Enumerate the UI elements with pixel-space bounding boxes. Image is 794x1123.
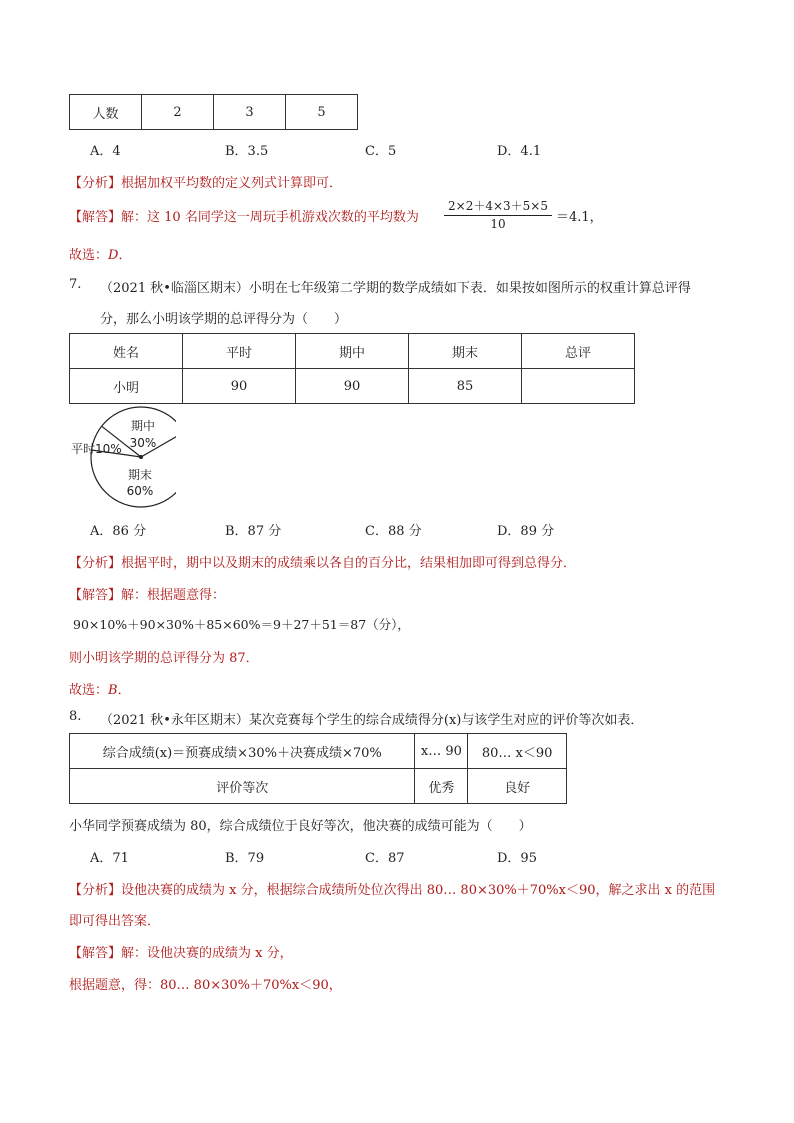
- answer-text: 解：根据题意得：: [121, 588, 226, 603]
- q7-calculation: 90×10%＋90×30%＋85×60%＝9＋27＋51＝87（分），: [73, 617, 410, 632]
- q7-option-a: A．86 分: [90, 524, 147, 539]
- analysis-tag: 【分析】: [69, 883, 122, 898]
- q8-range-cell: x… 90: [415, 734, 468, 769]
- answer-tag: 【解答】: [69, 210, 122, 225]
- q7-row-cell: 90: [183, 369, 296, 404]
- q8-level-cell: 评价等次: [70, 769, 415, 804]
- q6-table-cell: 5: [285, 95, 357, 130]
- q7-header-cell: 姓名: [70, 334, 183, 369]
- pie-label-pingshi: 平时10%: [71, 442, 122, 456]
- analysis-text: 根据加权平均数的定义列式计算即可．: [121, 176, 343, 191]
- q6-answer: [69, 206, 419, 225]
- q7-row-cell: 90: [296, 369, 409, 404]
- fraction-denominator: 10: [490, 217, 506, 231]
- q8-level-cell: 良好: [468, 769, 567, 804]
- q6-table-cell: 3: [214, 95, 286, 130]
- pie-center: [139, 455, 143, 459]
- q8-analysis-line2: 即可得出答案．: [69, 914, 161, 929]
- analysis-text: 根据平时，期中以及期末的成绩乘以各自的百分比，结果相加即可得到总得分．: [121, 556, 577, 571]
- q7-answer: [69, 584, 225, 603]
- q7-option-d: D．89 分: [497, 524, 555, 539]
- q6-option-a: A．4: [90, 144, 121, 159]
- q7-header-cell: 总评: [522, 334, 635, 369]
- q8-answer: [69, 942, 293, 961]
- q7-header-cell: 期中: [296, 334, 409, 369]
- answer-text: 解：设他决赛的成绩为 x 分，: [121, 946, 293, 961]
- q6-analysis: [69, 172, 342, 191]
- q6-option-d: D．4.1: [497, 144, 542, 159]
- analysis-tag: 【分析】: [69, 176, 122, 191]
- q6-fraction: [444, 197, 552, 231]
- q7-option-c: C．88 分: [365, 524, 422, 539]
- q8-option-a: A．71: [90, 851, 129, 866]
- q7-analysis: [69, 552, 576, 571]
- answer-tag: 【解答】: [69, 588, 122, 603]
- q7-header-cell: 期末: [409, 334, 522, 369]
- q6-choose: 故选：D．: [69, 248, 132, 263]
- q8-level-cell: 优秀: [415, 769, 468, 804]
- q7-conclusion: 则小明该学期的总评得分为 87．: [69, 651, 259, 666]
- q6-table-cell: 2: [142, 95, 214, 130]
- q7-row-cell: 小明: [70, 369, 183, 404]
- q8-stem-line1: （2021 秋•永年区期末）某次竞赛每个学生的综合成绩得分(x)与该学生对应的评价等次如表．: [100, 713, 644, 728]
- q6-fraction-result: ＝4.1，: [556, 210, 603, 225]
- q8-question: 小华同学预赛成绩为 80，综合成绩位于良好等次，他决赛的成绩可能为（ ）: [69, 819, 532, 834]
- fraction-numerator: 2×2＋4×3＋5×5: [448, 199, 548, 213]
- q8-answer-line2: 根据题意，得：80… 80×30%＋70%x＜90，: [69, 978, 342, 993]
- q6-option-c: C．5: [365, 144, 397, 159]
- pie-label-qimo: 期末: [127, 468, 153, 482]
- q6-table-head: 人数: [70, 95, 142, 130]
- pie-pct-qimo: 60%: [126, 484, 154, 498]
- q7-number: 7.: [69, 277, 82, 292]
- q7-option-b: B．87 分: [225, 524, 282, 539]
- q8-option-d: D．95: [497, 851, 537, 866]
- q8-option-b: B．79: [225, 851, 265, 866]
- q7-header-cell: 平时: [183, 334, 296, 369]
- q7-pie-chart: [66, 404, 176, 512]
- q7-score-table: [69, 333, 635, 404]
- q8-option-c: C．87: [365, 851, 405, 866]
- q8-formula-cell: 综合成绩(x)＝预赛成绩×30%＋决赛成绩×70%: [70, 734, 415, 769]
- q7-stem-line1: （2021 秋•临淄区期末）小明在七年级第二学期的数学成绩如下表．如果按如图所示的权重计算总评得: [100, 281, 691, 296]
- choose-letter: B: [108, 683, 118, 698]
- q6-option-b: B．3.5: [225, 144, 269, 159]
- answer-tag: 【解答】: [69, 946, 122, 961]
- q7-choose: 故选：B．: [69, 683, 131, 698]
- pie-pct-qizhong: 30%: [129, 436, 157, 450]
- q7-stem-line2: 分，那么小明该学期的总评得分为（ ）: [100, 312, 348, 327]
- q8-number: 8.: [69, 709, 82, 724]
- q8-grade-table: [69, 733, 567, 804]
- pie-label-qizhong: 期中: [130, 419, 156, 433]
- choose-letter: D: [108, 248, 119, 263]
- q7-row-cell: 85: [409, 369, 522, 404]
- answer-text: 解：这 10 名同学这一周玩手机游戏次数的平均数为: [121, 210, 419, 225]
- analysis-text: 设他决赛的成绩为 x 分，根据综合成绩所处位次得出 80… 80×30%＋70%x＜90，解之求出 x 的范围: [121, 883, 716, 898]
- q8-range-cell: 80… x＜90: [468, 734, 567, 769]
- q6-data-table: [69, 94, 358, 130]
- q8-analysis: [69, 879, 715, 898]
- analysis-tag: 【分析】: [69, 556, 122, 571]
- q7-row-cell: [522, 369, 635, 404]
